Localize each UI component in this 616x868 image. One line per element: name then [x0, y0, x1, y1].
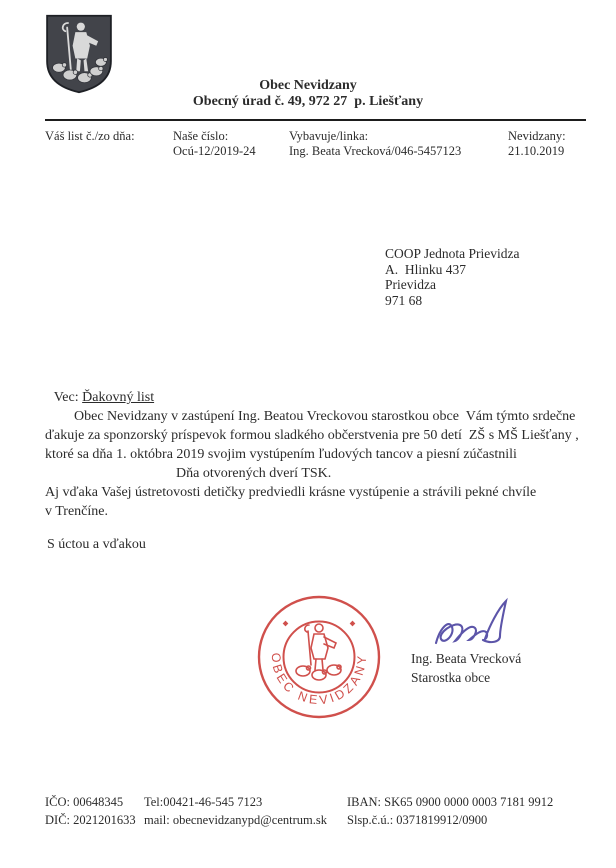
letterhead	[0, 78, 616, 110]
footer-iban: IBAN: SK65 0900 0000 0003 7181 9912	[347, 795, 554, 809]
org-name: Obec Nevidzany	[259, 78, 357, 93]
recipient-line: 971 68	[385, 292, 423, 308]
ref-our-number	[173, 129, 256, 159]
body-line: v Trenčíne.	[45, 504, 108, 519]
subject-line	[47, 374, 154, 406]
ref-your-letter-label: Váš list č./zo dňa:	[45, 129, 135, 143]
stamp-text: OBEC NEVIDZANY	[268, 652, 370, 708]
subject-value: Ďakovný list	[82, 390, 155, 405]
body-line: ktoré sa dňa 1. októbra 2019 svojim vystúpením ľudových tancov a piesní zúčastnili	[45, 447, 517, 462]
footer-mail: mail: obecnevidzanypd@centrum.sk	[144, 812, 327, 827]
footer-bank	[347, 794, 553, 829]
footer-registration	[45, 794, 136, 829]
body-line: Obec Nevidzany v zastúpení Ing. Beatou Vreckovou starostkou obce Vám týmto srdečne	[74, 409, 576, 424]
closing-salutation: S úctou a vďakou	[47, 537, 146, 552]
signatory-name: Ing. Beata Vrecková	[411, 651, 522, 666]
recipient-line: Prievidza	[385, 277, 436, 292]
signature-block	[411, 650, 521, 687]
ref-place-date	[508, 129, 566, 159]
ref-handled-by-value: Ing. Beata Vrecková/046-5457123	[289, 144, 462, 158]
ref-our-number-label: Naše číslo:	[173, 129, 229, 143]
ref-handled-by-label: Vybavuje/linka:	[289, 129, 369, 143]
body-line: ďakuje za sponzorský príspevok formou sladkého občerstvenia pre 50 detí ZŠ s MŠ Liešťany ,	[45, 428, 579, 443]
signatory-title: Starostka obce	[411, 669, 491, 685]
footer-contact	[144, 794, 327, 829]
body-line: Dňa otvorených dverí TSK.	[176, 466, 332, 481]
ref-your-letter	[45, 129, 135, 144]
recipient-line: COOP Jednota Prievidza	[385, 246, 520, 261]
body-line: Aj vďaka Vašej ústretovosti detičky predviedli krásne vystúpenie a strávili pekné chvíle	[45, 485, 537, 500]
header-divider	[45, 119, 586, 121]
footer-dic: DIČ: 2021201633	[45, 812, 136, 827]
footer-ico: IČO: 00648345	[45, 795, 124, 809]
letter-body	[45, 407, 590, 521]
org-address: Obecný úrad č. 49, 972 27 p. Liešťany	[192, 94, 424, 109]
ref-place-label: Nevidzany:	[508, 129, 566, 143]
recipient-line: A. Hlinku 437	[385, 261, 466, 277]
official-stamp-icon	[253, 591, 385, 723]
ref-handled-by	[289, 129, 461, 159]
footer-account: Slsp.č.ú.: 0371819912/0900	[347, 812, 488, 827]
footer-tel: Tel:00421-46-545 7123	[144, 795, 263, 809]
signature-icon	[428, 597, 540, 655]
ref-date-value: 21.10.2019	[508, 144, 565, 158]
recipient-address	[385, 246, 519, 308]
ref-our-number-value: Ocú-12/2019-24	[173, 144, 256, 158]
subject-label: Vec:	[53, 390, 83, 405]
